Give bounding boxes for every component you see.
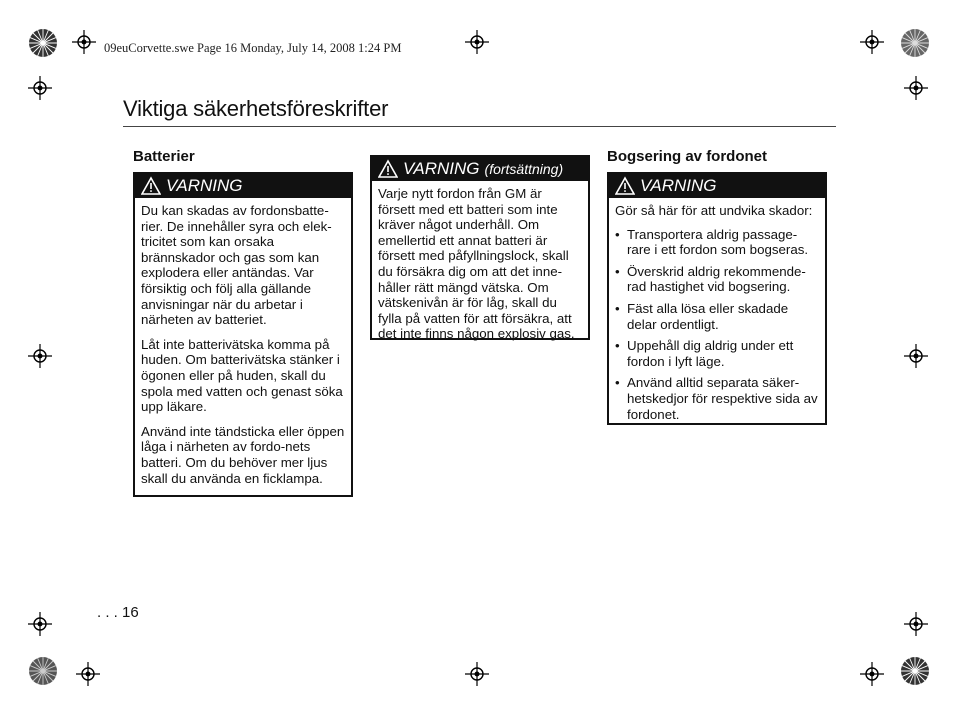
warning-title: VARNING <box>640 176 717 195</box>
warning-bar <box>609 174 825 198</box>
warning-triangle-icon <box>378 159 398 179</box>
registration-mark-icon <box>904 76 928 100</box>
list-item: • Transportera aldrig passage-rare i ett fordon som bogseras. <box>615 227 819 258</box>
registration-mark-icon <box>904 344 928 368</box>
warning-triangle-icon <box>141 176 161 196</box>
warning-title: VARNING <box>403 159 480 178</box>
registration-mark-icon <box>72 30 96 54</box>
list-item: • Fäst alla lösa eller skadade delar ordentligt. <box>615 301 819 332</box>
list-item: • Överskrid aldrig rekommende-rad hastighet vid bogsering. <box>615 264 819 295</box>
registration-mark-icon <box>28 612 52 636</box>
warning-bar <box>372 157 588 181</box>
warning-box-batteries <box>133 172 353 497</box>
registration-mark-icon <box>28 76 52 100</box>
star-target-icon <box>900 656 930 686</box>
warning-box-towing <box>607 172 827 425</box>
list-item: • Uppehåll dig aldrig under ett fordon i lyft läge. <box>615 338 819 369</box>
page-number: . . . 16 <box>97 604 139 621</box>
section-heading-batteries: Batterier <box>133 148 195 165</box>
warning-triangle-icon <box>615 176 635 196</box>
star-target-icon <box>28 28 58 58</box>
warning-intro: Gör så här för att undvika skador: <box>615 203 813 218</box>
star-target-icon <box>28 656 58 686</box>
warning-body <box>609 198 825 434</box>
registration-mark-icon <box>465 662 489 686</box>
warning-bar <box>135 174 351 198</box>
registration-mark-icon <box>860 662 884 686</box>
warning-subtitle: (fortsättning) <box>484 161 564 177</box>
registration-mark-icon <box>904 612 928 636</box>
section-heading-towing: Bogsering av fordonet <box>607 148 768 165</box>
page-slug: 09euCorvette.swe Page 16 Monday, July 14, 2008 1:24 PM <box>104 41 402 55</box>
list-item: • Använd alltid separata säker-hetskedjor för respektive sida av fordonet. <box>615 375 819 422</box>
title-rule <box>123 126 836 127</box>
page-title: Viktiga säkerhetsföreskrifter <box>123 96 389 121</box>
warning-title: VARNING <box>166 176 243 195</box>
warning-paragraph: Du kan skadas av fordonsbatte-rier. De innehåller syra och elek-tricitet som kan orsaka brännskador och gas som kan explodera eller antändas. Var försiktig och följ alla gällande anvisningar när du arbetar i närheten av batteriet. <box>141 203 332 328</box>
warning-box-continued <box>370 155 590 340</box>
registration-mark-icon <box>28 344 52 368</box>
star-target-icon <box>900 28 930 58</box>
warning-paragraph: Använd inte tändsticka eller öppen låga i närheten av fordo-nets batteri. Om du behöver mer ljus skall du använda en ficklampa. <box>141 423 345 486</box>
warning-paragraph: Varje nytt fordon från GM är försett med ett batteri som inte kräver något underhåll. Om emellertid ett annat batteri är försett med påfyllningslock, skall du försäkra dig om att det inne-håller rätt mängd vätska. Om vätskenivån är för låg, skall du fylla på vatten för att försäkra, att det inte finns någon explosiv gas. <box>378 186 575 342</box>
registration-mark-icon <box>76 662 100 686</box>
warning-body <box>372 181 588 348</box>
registration-mark-icon <box>465 30 489 54</box>
warning-body <box>135 198 351 492</box>
bullet-list <box>615 227 819 423</box>
registration-mark-icon <box>860 30 884 54</box>
warning-paragraph: Låt inte batterivätska komma på huden. Om batterivätska stänker i ögonen eller på huden, skall du spola med vatten och genast söka upp läkare. <box>141 336 343 415</box>
